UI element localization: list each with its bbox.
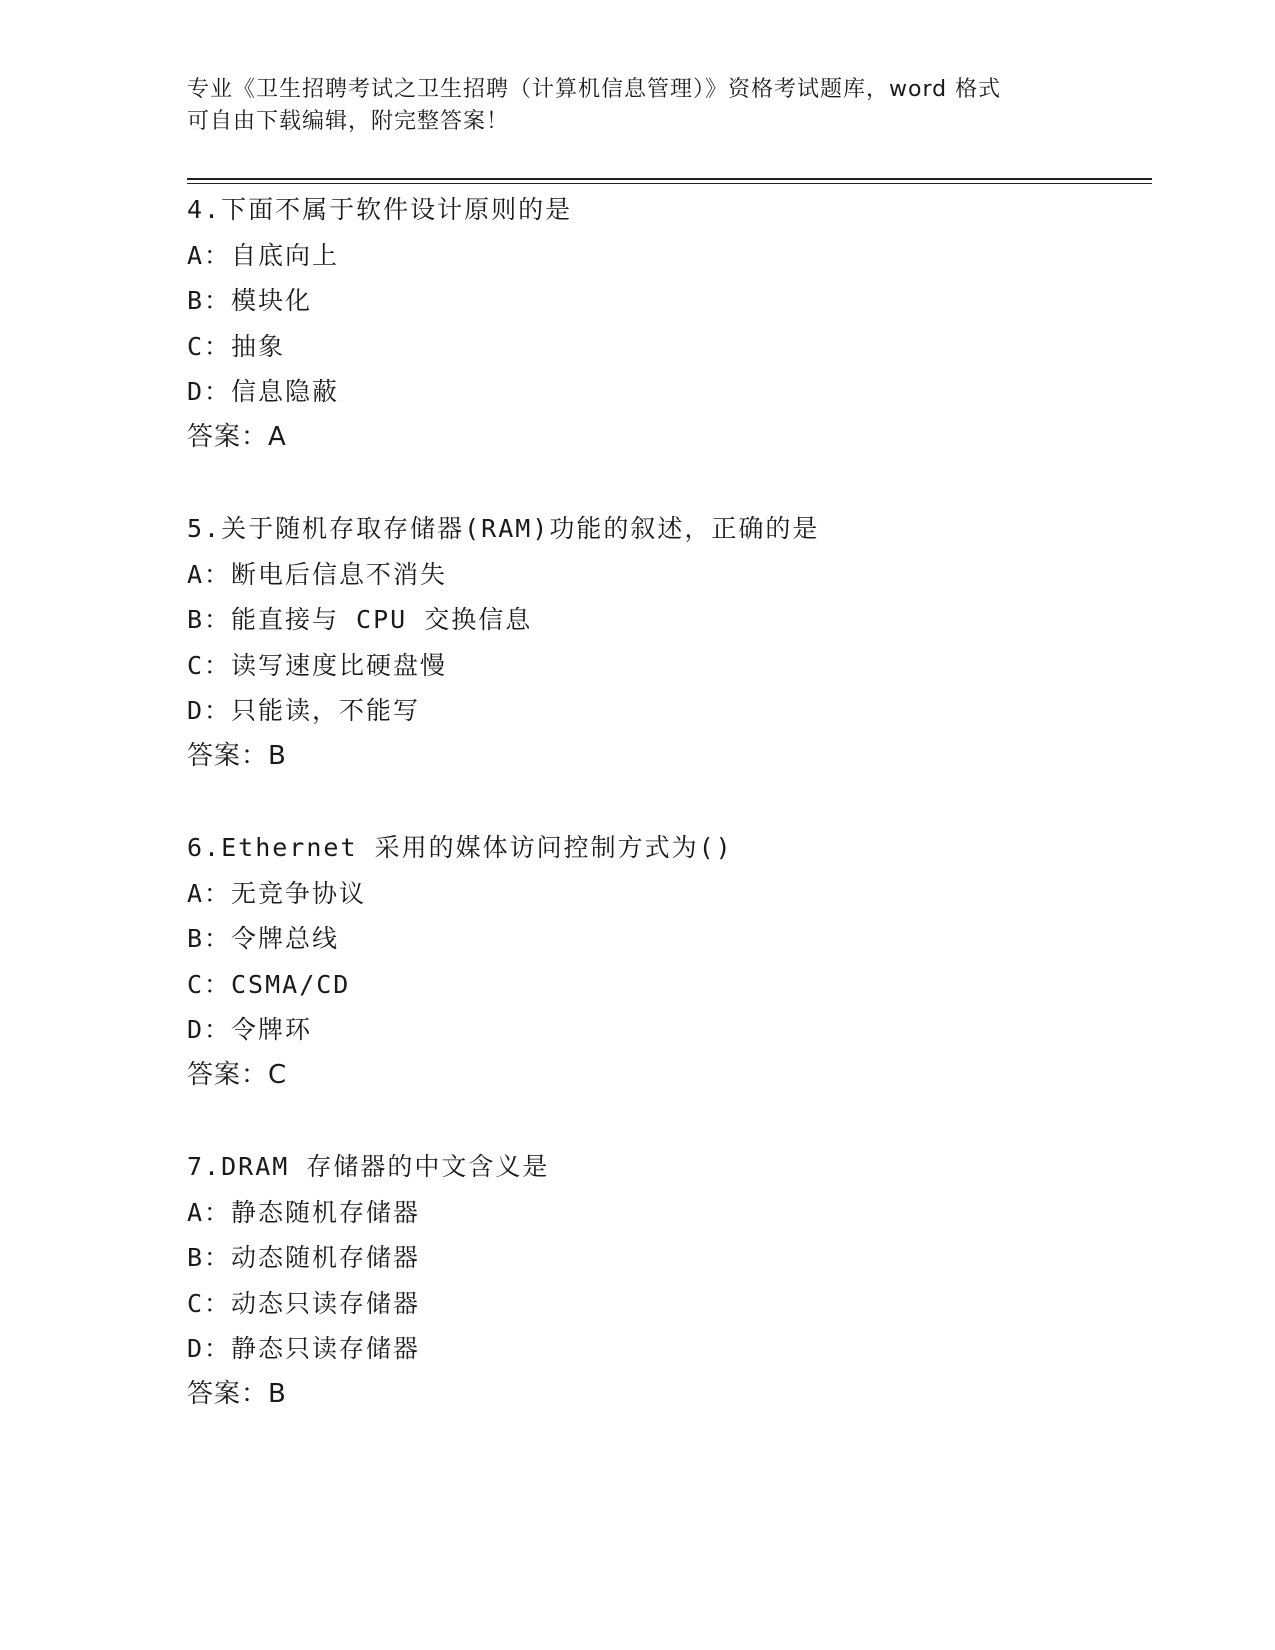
option-c xyxy=(187,1281,1147,1327)
option-text: 无竞争协议 xyxy=(231,878,367,908)
option-letter: A： xyxy=(187,1197,232,1227)
option-text: 只能读，不能写 xyxy=(231,696,421,725)
option-b xyxy=(187,916,1147,962)
option-text: 模块化 xyxy=(231,286,313,315)
option-c xyxy=(187,643,1147,689)
option-d xyxy=(187,1007,1147,1053)
answer-line: 答案：B xyxy=(187,740,287,771)
option-letter: C： xyxy=(187,331,232,361)
option-letter: C： xyxy=(187,969,232,999)
option-letter: D： xyxy=(187,1334,232,1363)
option-b xyxy=(187,278,1147,324)
question-item xyxy=(187,825,1147,1144)
option-a xyxy=(187,552,1147,598)
question-stem: 7.DRAM 存储器的中文含义是 xyxy=(187,1152,550,1181)
option-text: 信息隐蔽 xyxy=(231,377,340,406)
question-item xyxy=(187,187,1147,506)
option-b xyxy=(187,597,1147,643)
option-letter: B： xyxy=(187,924,232,953)
option-text: 静态随机存储器 xyxy=(231,1197,421,1227)
option-letter: C： xyxy=(187,650,232,680)
option-letter: C： xyxy=(187,1288,232,1318)
option-letter: D： xyxy=(187,696,232,725)
option-letter: A： xyxy=(187,878,232,908)
header-line-1: 专业《卫生招聘考试之卫生招聘（计算机信息管理）》资格考试题库，word 格式 xyxy=(187,77,1002,102)
option-d xyxy=(187,688,1147,734)
option-text: 令牌环 xyxy=(231,1015,313,1044)
question-item xyxy=(187,1144,1147,1463)
question-stem: 6.Ethernet 采用的媒体访问控制方式为() xyxy=(187,833,733,862)
header-divider-thin xyxy=(187,183,1152,184)
option-letter: B： xyxy=(187,1243,232,1272)
answer-line: 答案：B xyxy=(187,1378,287,1409)
option-letter: B： xyxy=(187,286,232,315)
option-text: 动态随机存储器 xyxy=(231,1243,421,1272)
option-text: 自底向上 xyxy=(231,240,340,270)
question-stem: 5.关于随机存取存储器(RAM)功能的叙述，正确的是 xyxy=(187,514,820,543)
question-stem: 4.下面不属于软件设计原则的是 xyxy=(187,195,573,224)
option-text: 能直接与 CPU 交换信息 xyxy=(231,605,533,634)
option-a xyxy=(187,1190,1147,1236)
option-d xyxy=(187,1326,1147,1372)
option-d xyxy=(187,369,1147,415)
option-letter: D： xyxy=(187,1015,232,1044)
header-line-2: 可自由下载编辑，附完整答案！ xyxy=(187,109,510,134)
option-b xyxy=(187,1235,1147,1281)
option-a xyxy=(187,233,1147,279)
document-header xyxy=(187,74,1067,138)
option-letter: A： xyxy=(187,240,232,270)
option-text: 抽象 xyxy=(231,331,286,361)
option-letter: D： xyxy=(187,377,232,406)
option-c xyxy=(187,324,1147,370)
option-c xyxy=(187,962,1147,1008)
question-item xyxy=(187,506,1147,825)
question-list xyxy=(187,187,1147,1463)
option-text: 令牌总线 xyxy=(231,924,340,953)
option-letter: B： xyxy=(187,605,232,634)
option-text: 断电后信息不消失 xyxy=(231,559,448,589)
option-a xyxy=(187,871,1147,917)
option-text: 读写速度比硬盘慢 xyxy=(231,650,448,680)
header-divider-thick xyxy=(187,178,1152,180)
option-text: 静态只读存储器 xyxy=(231,1334,421,1363)
option-text: 动态只读存储器 xyxy=(231,1288,421,1318)
option-letter: A： xyxy=(187,559,232,589)
option-text: CSMA/CD xyxy=(231,969,351,999)
answer-line: 答案：C xyxy=(187,1059,288,1090)
answer-line: 答案：A xyxy=(187,421,287,452)
